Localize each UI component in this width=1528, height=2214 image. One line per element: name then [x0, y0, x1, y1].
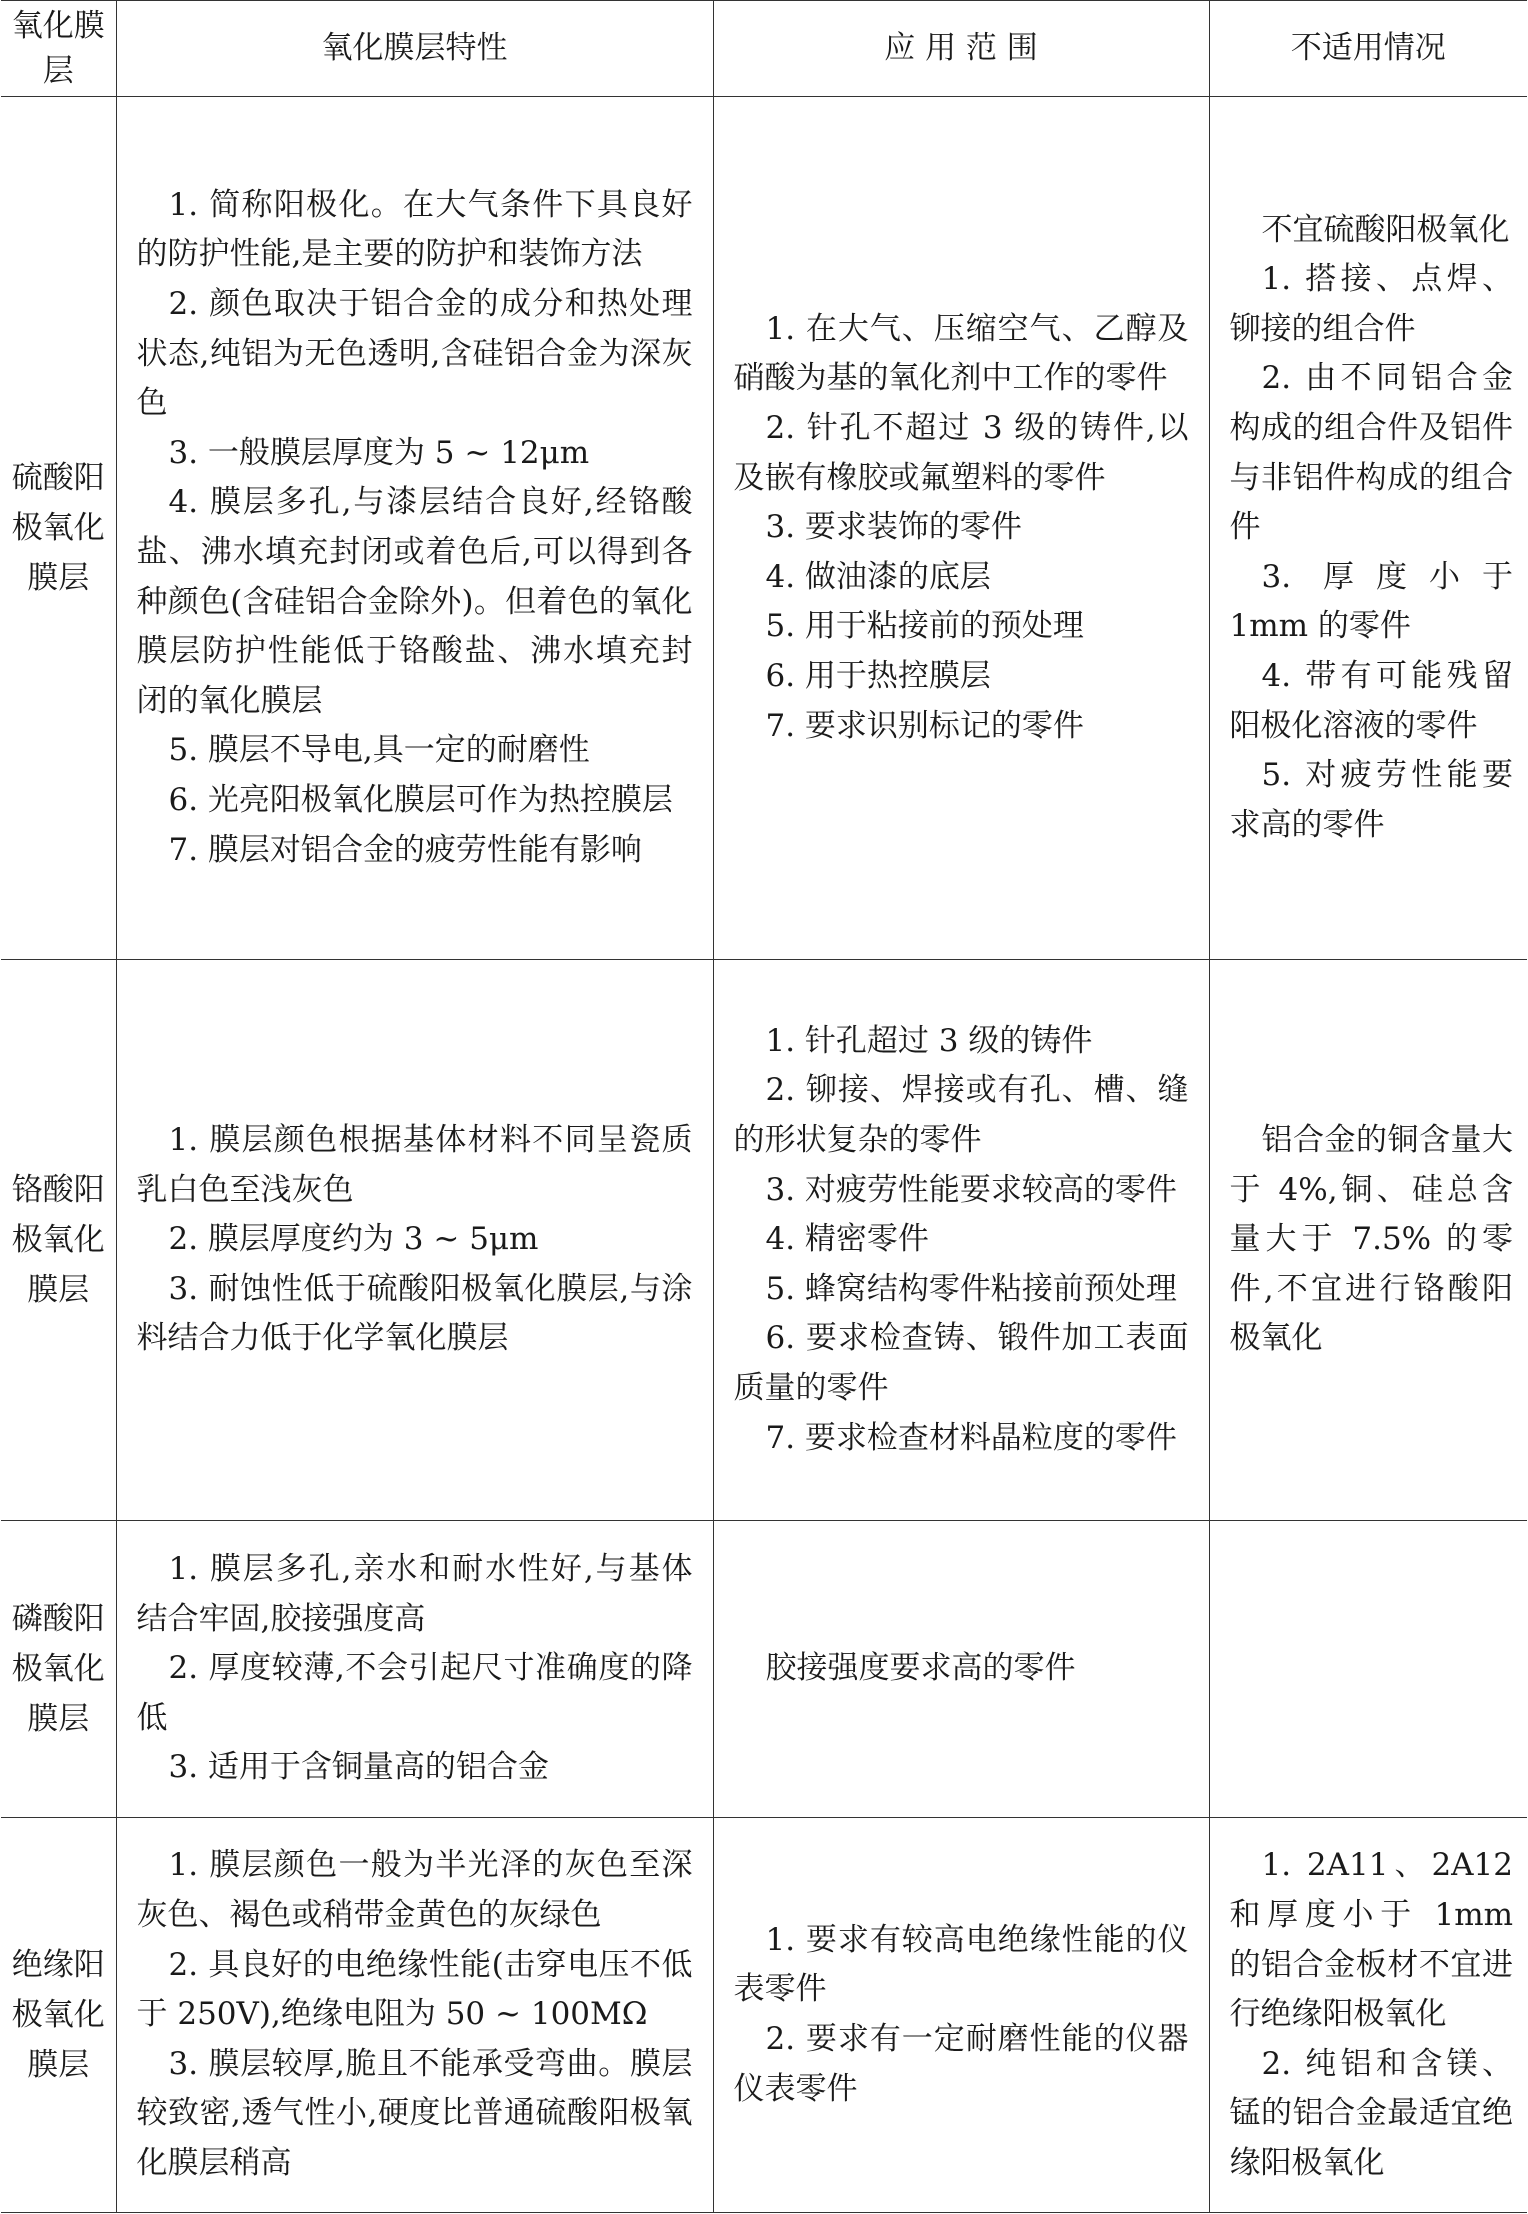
application-line: 7. 要求识别标记的零件: [765, 707, 1084, 744]
feature-line: 1. 膜层多孔,亲水和耐水性好,与基体结合牢固,胶接强度高: [136, 1551, 693, 1637]
applications-cell: [713, 1521, 1209, 1818]
unsuitable-line: 3. 厚度小于 1mm 的零件: [1229, 558, 1513, 645]
application-line: 3. 要求装饰的零件: [765, 509, 1022, 546]
header-unsuitable-cases: 不适用情况: [1209, 1, 1527, 97]
application-line: 6. 要求检查铸、锻件加工表面质量的零件: [733, 1320, 1189, 1406]
application-line: 5. 蜂窝结构零件粘接前预处理: [765, 1270, 1177, 1307]
application-line: 胶接强度要求高的零件: [765, 1650, 1076, 1687]
unsuitable-line: 2. 纯铝和含镁、锰的铝合金最适宜绝缘阳极氧化: [1229, 2045, 1513, 2181]
features-cell: [116, 1818, 713, 2213]
table-row: [1, 960, 1527, 1521]
header-film-features: 氧化膜层特性: [116, 1, 713, 97]
row-film-name: 磷酸阳极氧化膜层: [1, 1521, 116, 1818]
table-row: [1, 1521, 1527, 1818]
feature-line: 3. 耐蚀性低于硫酸阳极氧化膜层,与涂料结合力低于化学氧化膜层: [136, 1270, 693, 1357]
application-line: 4. 精密零件: [765, 1221, 929, 1258]
application-line: 1. 针孔超过 3 级的铸件: [765, 1022, 1093, 1059]
row-film-name: 铬酸阳极氧化膜层: [1, 960, 116, 1521]
table-header-row: [1, 1, 1527, 97]
unsuitable-cell-empty: [1209, 1521, 1527, 1818]
applications-cell: [713, 960, 1209, 1521]
unsuitable-line: 4. 带有可能残留阳极化溶液的零件: [1229, 657, 1513, 744]
unsuitable-cell: [1209, 97, 1527, 960]
application-line: 2. 铆接、焊接或有孔、槽、缝的形状复杂的零件: [733, 1072, 1189, 1159]
feature-line: 1. 膜层颜色根据基体材料不同呈瓷质乳白色至浅灰色: [136, 1122, 693, 1208]
unsuitable-line: 5. 对疲劳性能要求高的零件: [1229, 757, 1513, 843]
oxide-film-table: [1, 0, 1527, 2213]
features-cell: [116, 960, 713, 1521]
table-row: [1, 1818, 1527, 2213]
application-line: 3. 对疲劳性能要求较高的零件: [765, 1171, 1177, 1208]
application-line: 5. 用于粘接前的预处理: [765, 608, 1084, 645]
unsuitable-line: 不宜硫酸阳极氧化: [1261, 211, 1510, 248]
unsuitable-cell: [1209, 960, 1527, 1521]
applications-cell: [713, 1818, 1209, 2213]
unsuitable-line: 2. 由不同铝合金构成的组合件及铝件与非铝件构成的组合件: [1229, 360, 1513, 546]
features-cell: [116, 1521, 713, 1818]
feature-line: 5. 膜层不导电,具一定的耐磨性: [168, 732, 590, 769]
application-line: 1. 在大气、压缩空气、乙醇及硝酸为基的氧化剂中工作的零件: [733, 310, 1189, 397]
application-line: 2. 要求有一定耐磨性能的仪器仪表零件: [733, 2021, 1189, 2107]
application-line: 1. 要求有较高电绝缘性能的仪表零件: [733, 1921, 1189, 2008]
feature-line: 2. 膜层厚度约为 3 ~ 5μm: [168, 1221, 539, 1258]
application-line: 6. 用于热控膜层: [765, 657, 991, 694]
feature-line: 1. 简称阳极化。在大气条件下具良好的防护性能,是主要的防护和装饰方法: [136, 186, 693, 273]
row-film-name: 硫酸阳极氧化膜层: [1, 97, 116, 960]
feature-line: 6. 光亮阳极氧化膜层可作为热控膜层: [168, 781, 673, 818]
feature-line: 1. 膜层颜色一般为半光泽的灰色至深灰色、褐色或稍带金黄色的灰绿色: [136, 1847, 693, 1934]
row-film-name: 绝缘阳极氧化膜层: [1, 1818, 116, 2213]
feature-line: 3. 一般膜层厚度为 5 ~ 12μm: [168, 434, 590, 471]
header-application-scope: 应 用 范 围: [713, 1, 1209, 97]
feature-line: 2. 具良好的电绝缘性能(击穿电压不低于 250V),绝缘电阻为 50 ~ 100MΩ: [136, 1946, 693, 2033]
feature-line: 2. 厚度较薄,不会引起尺寸准确度的降低: [136, 1650, 693, 1736]
application-line: 7. 要求检查材料晶粒度的零件: [765, 1419, 1177, 1456]
feature-line: 3. 膜层较厚,脆且不能承受弯曲。膜层较致密,透气性小,硬度比普通硫酸阳极氧化膜层稍高: [136, 2045, 693, 2181]
applications-cell: [713, 97, 1209, 960]
application-line: 2. 针孔不超过 3 级的铸件,以及嵌有橡胶或氟塑料的零件: [733, 410, 1189, 496]
unsuitable-line: 1. 搭接、点焊、铆接的组合件: [1229, 261, 1513, 347]
application-line: 4. 做油漆的底层: [765, 558, 991, 595]
unsuitable-line: 铝合金的铜含量大于 4%,铜、硅总含量大于 7.5% 的零件,不宜进行铬酸阳极氧化: [1229, 1122, 1513, 1357]
unsuitable-line: 1. 2A11、2A12 和厚度小于 1mm 的铝合金板材不宜进行绝缘阳极氧化: [1229, 1847, 1513, 2033]
header-film-type: 氧化膜层: [1, 1, 116, 97]
feature-line: 4. 膜层多孔,与漆层结合良好,经铬酸盐、沸水填充封闭或着色后,可以得到各种颜色(含硅铝合金除外)。但着色的氧化膜层防护性能低于铬酸盐、沸水填充封闭的氧化膜层: [136, 484, 693, 719]
feature-line: 7. 膜层对铝合金的疲劳性能有影响: [168, 831, 642, 868]
unsuitable-cell: [1209, 1818, 1527, 2213]
feature-line: 3. 适用于含铜量高的铝合金: [168, 1749, 549, 1786]
table-row: [1, 97, 1527, 960]
feature-line: 2. 颜色取决于铝合金的成分和热处理状态,纯铝为无色透明,含硅铝合金为深灰色: [136, 286, 693, 422]
features-cell: [116, 97, 713, 960]
